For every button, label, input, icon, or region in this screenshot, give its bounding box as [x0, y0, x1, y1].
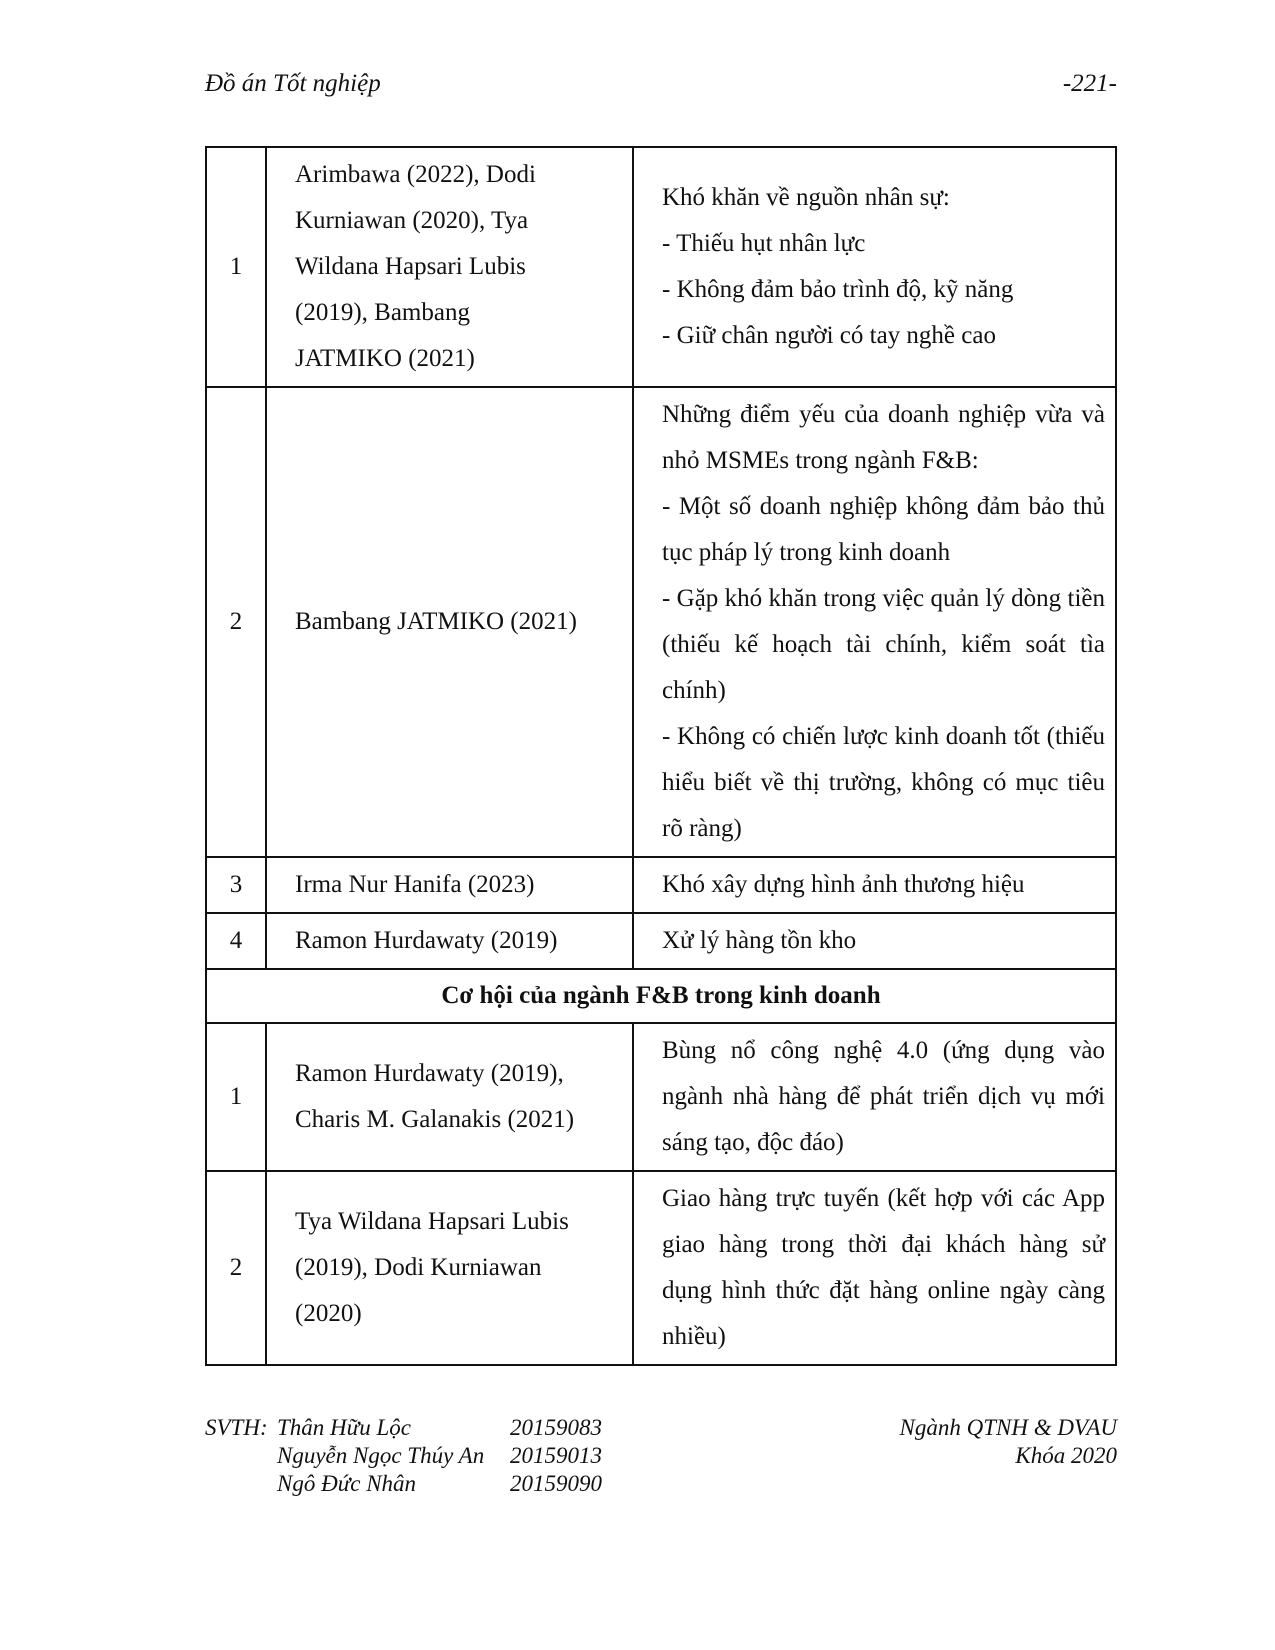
author-line: Charis M. Galanakis (2021) [295, 1106, 575, 1133]
student-names [277, 1414, 484, 1498]
author-line: Ramon Hurdawaty (2019), [295, 1060, 564, 1087]
author-line: Kurniawan (2020), Tya [295, 207, 529, 234]
section-row [206, 969, 1116, 1023]
page-header [205, 70, 1117, 110]
table-row [206, 1171, 1116, 1365]
description-cell [633, 1023, 1116, 1171]
section-title: Cơ hội của ngành F&B trong kinh doanh [206, 969, 1116, 1023]
description-line: Khó khăn về nguồn nhân sự: [662, 184, 950, 211]
major: Ngành QTNH & DVAU [899, 1415, 1117, 1440]
description-cell [633, 147, 1116, 387]
row-number: 1 [206, 147, 266, 387]
description-line: - Thiếu hụt nhân lực [662, 230, 866, 257]
description-line: - Không có chiến lược kinh doanh tốt (thiếu hiểu biết về thị trường, không có mục tiêu rõ ràng) [662, 723, 1105, 842]
description-line: Xử lý hàng tồn kho [662, 927, 857, 954]
table-row [206, 387, 1116, 857]
description-line: - Một số doanh nghiệp không đảm bảo thủ tục pháp lý trong kinh doanh [662, 493, 1105, 566]
authors-cell [266, 913, 633, 969]
table-row [206, 147, 1116, 387]
row-number: 3 [206, 857, 266, 913]
student-name: Ngô Đức Nhân [277, 1471, 417, 1496]
author-line: Arimbawa (2022), Dodi [295, 161, 536, 188]
document-title: Đồ án Tốt nghiệp [205, 70, 381, 97]
description-line: Khó xây dựng hình ảnh thương hiệu [662, 871, 1025, 898]
author-line: Irma Nur Hanifa (2023) [295, 871, 535, 898]
table-row [206, 913, 1116, 969]
page-number: -221- [1062, 70, 1117, 97]
author-line: Bambang JATMIKO (2021) [295, 608, 577, 635]
authors-cell [266, 1023, 633, 1171]
author-line: (2019), Dodi Kurniawan [295, 1254, 542, 1281]
author-line: Tya Wildana Hapsari Lubis [295, 1208, 569, 1235]
table-row [206, 1023, 1116, 1171]
author-line: Wildana Hapsari Lubis [295, 253, 526, 280]
authors-cell [266, 1171, 633, 1365]
svth-label: SVTH: [205, 1415, 268, 1440]
description-line: Những điểm yếu của doanh nghiệp vừa và nhỏ MSMEs trong ngành F&B: [662, 401, 1105, 474]
program-info [900, 1414, 1117, 1470]
student-name: Nguyễn Ngọc Thúy An [277, 1443, 485, 1468]
cohort: Khóa 2020 [1015, 1443, 1117, 1468]
student-id: 20159090 [510, 1471, 602, 1496]
authors-cell [266, 147, 633, 387]
description-cell [633, 1171, 1116, 1365]
description-line: Bùng nổ công nghệ 4.0 (ứng dụng vào ngành nhà hàng để phát triển dịch vụ mới sáng tạo, độc đáo) [662, 1037, 1105, 1156]
student-id: 20159083 [510, 1415, 602, 1440]
row-number: 1 [206, 1023, 266, 1171]
description-cell [633, 857, 1116, 913]
student-ids [510, 1414, 602, 1498]
row-number: 2 [206, 387, 266, 857]
author-line: Ramon Hurdawaty (2019) [295, 927, 558, 954]
author-line: JATMIKO (2021) [295, 345, 475, 372]
description-line: - Gặp khó khăn trong việc quản lý dòng tiền (thiếu kế hoạch tài chính, kiểm soát tìa chính) [662, 585, 1105, 704]
authors-cell [266, 857, 633, 913]
student-id: 20159013 [510, 1443, 602, 1468]
author-line: (2020) [295, 1300, 362, 1327]
table-row [206, 857, 1116, 913]
description-line: - Không đảm bảo trình độ, kỹ năng [662, 276, 1014, 303]
row-number: 2 [206, 1171, 266, 1365]
description-line: - Giữ chân người có tay nghề cao [662, 322, 996, 349]
literature-table [205, 146, 1117, 1366]
row-number: 4 [206, 913, 266, 969]
student-name: Thân Hữu Lộc [277, 1415, 411, 1440]
authors-cell [266, 387, 633, 857]
description-cell [633, 387, 1116, 857]
description-cell [633, 913, 1116, 969]
author-line: (2019), Bambang [295, 299, 470, 326]
description-line: Giao hàng trực tuyến (kết hợp với các App giao hàng trong thời đại khách hàng sử dụng hình thức đặt hàng online ngày càng nhiều) [662, 1185, 1105, 1350]
